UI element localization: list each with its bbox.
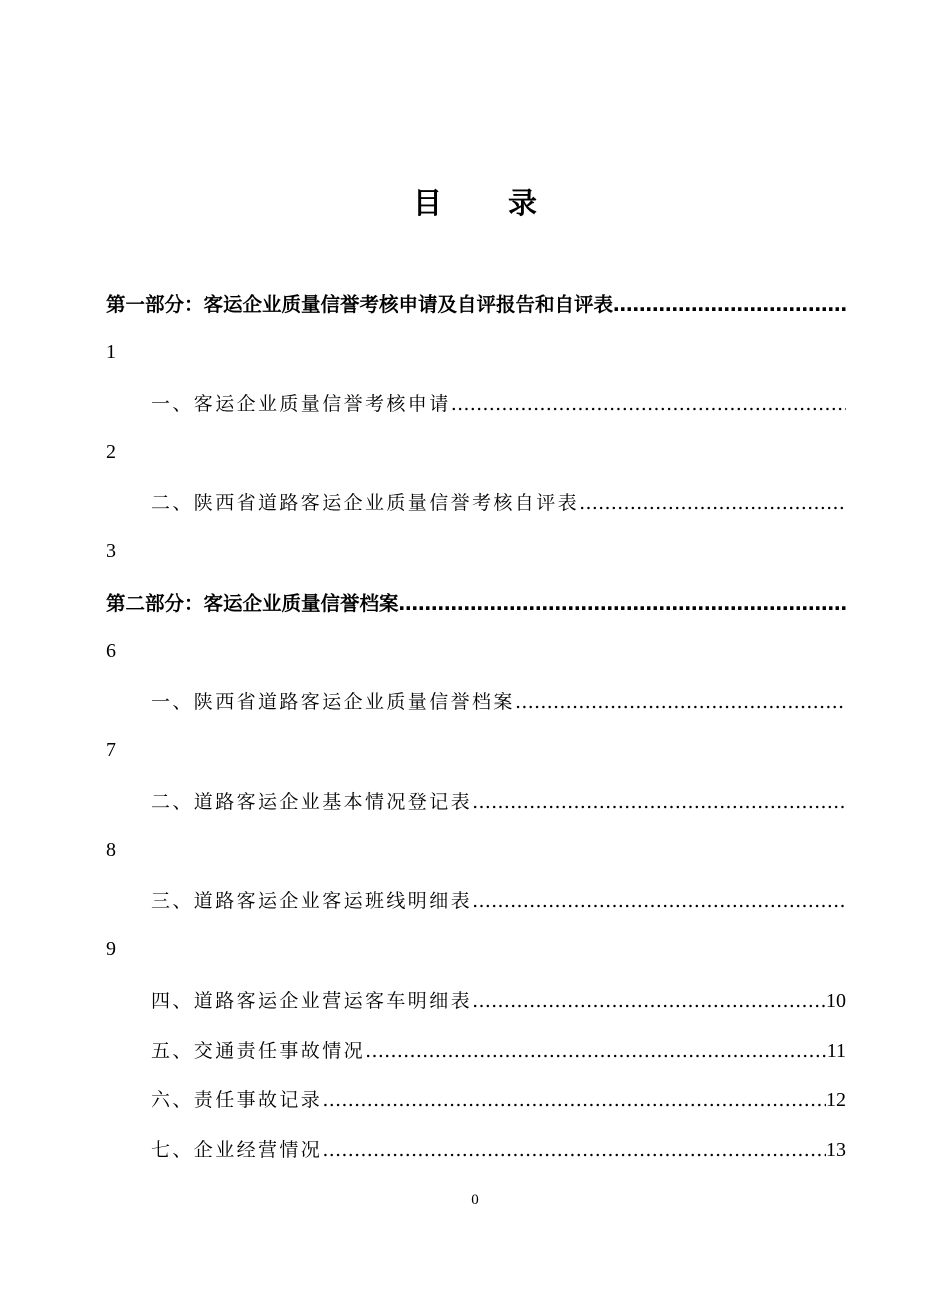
toc-entry[interactable]	[151, 389, 846, 419]
toc-entry-label: 四、道路客运企业营运客车明细表	[151, 990, 473, 1012]
footer-page-number: 0	[471, 1192, 479, 1208]
toc-entry-page: 2	[106, 441, 116, 463]
toc-leader-dots	[472, 791, 846, 813]
toc-leader-dots	[322, 1089, 826, 1111]
toc-entry-page: 7	[106, 739, 116, 761]
toc-leader-dots	[451, 393, 846, 415]
toc-entry-label: 一、客运企业质量信誉考核申请	[151, 393, 451, 415]
toc-entry[interactable]	[151, 1085, 846, 1115]
toc-leader-dots	[515, 691, 846, 713]
toc-entry[interactable]	[151, 986, 846, 1016]
toc-leader-dots	[613, 293, 846, 316]
toc-entry-label: 二、陕西省道路客运企业质量信誉考核自评表	[151, 492, 580, 514]
toc-entry-part-2[interactable]	[106, 588, 846, 618]
toc-leader-dots	[472, 890, 846, 912]
toc-entry-page: 3	[106, 540, 116, 562]
toc-entry-label: 一、陕西省道路客运企业质量信誉档案	[151, 691, 515, 713]
toc-entry[interactable]	[151, 1036, 846, 1066]
toc-entry-label: 二、道路客运企业基本情况登记表	[151, 791, 473, 813]
toc-entry-label: 七、企业经营情况	[151, 1139, 323, 1161]
toc-entry-label: 六、责任事故记录	[151, 1089, 323, 1111]
toc-entry[interactable]	[151, 488, 846, 518]
toc-entry-page: 1	[106, 341, 116, 363]
toc-entry[interactable]	[151, 1135, 846, 1165]
toc-entry-page: 9	[106, 938, 116, 960]
toc-leader-dots	[579, 492, 846, 514]
toc-entry-label: 第二部分：客运企业质量信誉档案	[106, 592, 399, 615]
toc-entry-label: 五、交通责任事故情况	[151, 1040, 366, 1062]
page-title: 目 录	[412, 186, 566, 220]
toc-entry-label: 第一部分：客运企业质量信誉考核申请及自评报告和自评表	[106, 293, 614, 316]
toc-entry-label: 三、道路客运企业客运班线明细表	[151, 890, 473, 912]
toc-entry-page: 6	[106, 640, 116, 662]
toc-entry[interactable]	[151, 886, 846, 916]
toc-entry[interactable]	[151, 687, 846, 717]
toc-entry-page: 8	[106, 839, 116, 861]
toc-leader-dots	[472, 990, 826, 1012]
toc-entry-page: 11	[826, 1040, 846, 1062]
toc-leader-dots	[365, 1040, 827, 1062]
toc-entry-part-1[interactable]	[106, 289, 846, 319]
toc-entry[interactable]	[151, 787, 846, 817]
toc-entry-page: 12	[826, 1089, 846, 1111]
toc-leader-dots	[322, 1139, 826, 1161]
toc-entry-page: 13	[826, 1139, 846, 1161]
toc-leader-dots	[399, 592, 846, 615]
toc-entry-page: 10	[826, 990, 846, 1012]
